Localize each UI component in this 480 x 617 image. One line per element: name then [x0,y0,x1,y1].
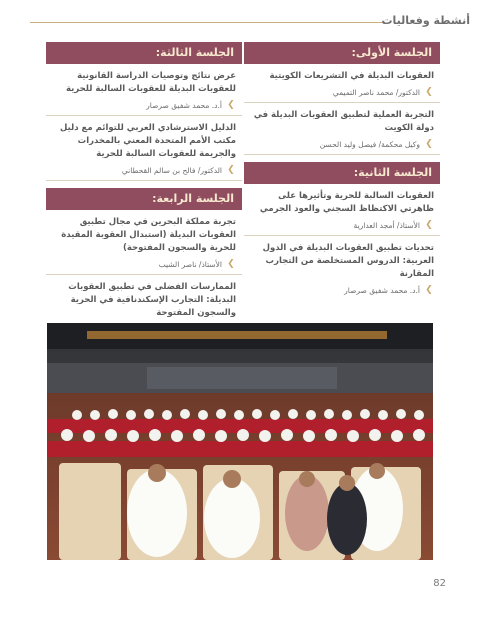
session-4-item-1 [46,216,242,275]
session-3 [46,42,242,181]
page-section-title: أنشطة وفعاليات [381,14,470,27]
speaker-name: وكيل محكمة/ فيصل وليد الحسن [319,139,420,149]
divider [244,235,440,236]
session-2 [244,162,440,295]
session-1-banner: الجلسة الأولى: [244,42,440,64]
speaker-row [46,165,242,175]
talk-title: تحديات تطبيق العقوبات البديلة في الدول العربية: الدروس المستخلصة من التجارب المقارنة [262,243,434,279]
session-3-item-2 [46,122,242,181]
chevron-left-icon: ❮ [425,220,433,230]
speaker-row [244,285,440,295]
conference-audience-photo [47,323,433,560]
chevron-left-icon: ❮ [227,259,235,269]
talk-title: عرض نتائج وتوصيات الدراسة القانونية للعقوبات البديلة للعقوبات السالبة للحرية [66,71,236,94]
speaker-name: أ.د. محمد شفيق صرصار [344,285,420,295]
speaker-name: الدكتور/ محمد ناصر التميمي [332,87,420,97]
chevron-left-icon: ❮ [227,165,235,175]
divider [46,115,242,116]
session-3-item-1 [46,70,242,116]
divider [46,180,242,181]
session-1-item-1 [244,70,440,103]
talk-title: العقوبات البديلة في التشريعات الكويتية [269,71,434,81]
session-2-item-1 [244,190,440,236]
chevron-left-icon: ❮ [425,139,433,149]
speaker-row [244,87,440,97]
photo-illustration [47,323,433,560]
talk-title: التجربة العملية لتطبيق العقوبات البديلة في دولة الكويت [253,110,434,133]
speaker-name: الأستاذ/ أمجد العدارية [353,220,420,230]
chevron-left-icon: ❮ [425,285,433,295]
page-number: 82 [433,578,446,589]
speaker-row [46,259,242,269]
session-4 [46,188,242,334]
right-column [244,42,440,302]
speaker-row [46,100,242,110]
speaker-name: أ.د. محمد شفيق صرصار [146,100,222,110]
session-1 [244,42,440,155]
speaker-name: الأستاذ/ ناصر الشيب [158,259,222,269]
page-header [30,14,470,28]
talk-title: تجربة مملكة البحرين في مجال تطبيق العقوبات البديلة (استبدال العقوبة المقيدة للحرية والسجون المفتوحة) [61,217,236,253]
divider [244,154,440,155]
session-3-banner: الجلسة الثالثة: [46,42,242,64]
speaker-row [244,220,440,230]
speaker-name: الدكتور/ فالح بن سالم القحطاني [121,165,222,175]
talk-title: العقوبات السالبة للحرية وتأثيرها على ظاهرتي الاكتظاظ السجني والعود الجرمي [259,191,434,214]
chevron-left-icon: ❮ [425,87,433,97]
header-rule [30,22,385,23]
session-2-item-2 [244,242,440,295]
divider [244,102,440,103]
session-1-item-2 [244,109,440,155]
session-2-banner: الجلسة الثانية: [244,162,440,184]
left-column [46,42,242,341]
divider [46,274,242,275]
talk-title: الممارسات الفضلى في تطبيق العقوبات البديلة: التجارب الإسكندنافية في الحرية والسجون المفتوحة [68,282,236,318]
speaker-row [244,139,440,149]
talk-title: الدليل الاسترشادي العربي للتوائم مع دليل مكتب الأمم المتحدة المعني بالمخدرات والجريمة للعقوبات السالبة للحرية [59,123,236,159]
chevron-left-icon: ❮ [227,100,235,110]
session-4-banner: الجلسة الرابعة: [46,188,242,210]
